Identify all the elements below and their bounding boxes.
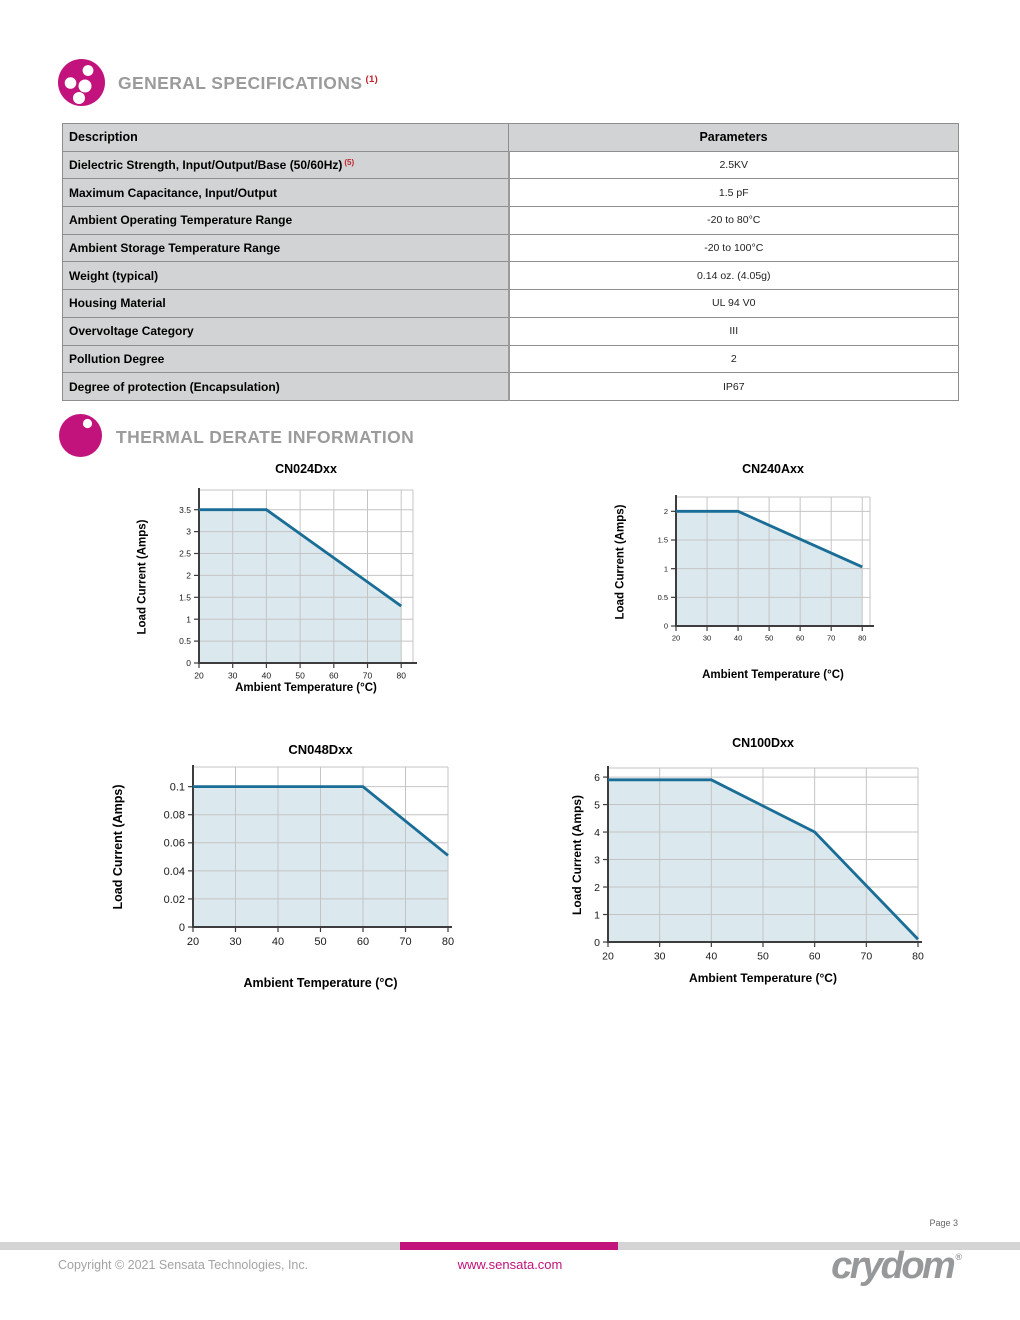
table-row — [63, 345, 959, 373]
chart-x-axis-label: Ambient Temperature (°C) — [235, 682, 377, 694]
x-tick-label: 20 — [186, 936, 200, 948]
chart-plot-canvas — [562, 758, 934, 970]
y-tick-label: 0.08 — [163, 809, 185, 822]
y-tick-label: 4 — [594, 826, 600, 839]
y-tick-label: 3 — [594, 854, 600, 867]
x-tick-label: 30 — [229, 936, 242, 948]
section-title-general-specifications — [118, 73, 378, 94]
spec-parameter: -20 to 100°C — [509, 234, 959, 262]
spec-parameter: -20 to 80°C — [509, 207, 959, 235]
x-tick-label: 20 — [194, 670, 204, 681]
spec-description: Dielectric Strength, Input/Output/Base (50/60Hz) $^{(5)}$ — [63, 151, 509, 179]
chart-x-axis-label: Ambient Temperature (°C) — [243, 976, 398, 990]
y-tick-label: 1 — [594, 909, 600, 922]
column-header-description: Description — [63, 124, 509, 152]
table-row — [63, 373, 959, 401]
thermal-derate-section-icon — [59, 414, 102, 457]
y-tick-label: 0.1 — [169, 781, 185, 794]
page-number: Page 3 — [929, 1218, 958, 1228]
chart-title: CN240Axx — [742, 462, 804, 476]
spec-parameter: UL 94 V0 — [509, 290, 959, 318]
spec-description: Overvoltage Category — [63, 317, 509, 345]
y-tick-label: 2 — [186, 570, 191, 581]
table-row — [63, 151, 959, 179]
chart-plot-canvas — [147, 757, 464, 955]
y-tick-label: 5 — [594, 799, 600, 812]
spec-parameter: 2 — [509, 345, 959, 373]
table-row — [63, 317, 959, 345]
y-tick-label: 1.5 — [179, 592, 191, 603]
x-tick-label: 60 — [329, 670, 339, 681]
chart-title: CN024Dxx — [275, 462, 337, 476]
table-row — [63, 207, 959, 235]
chart-y-axis-label: Load Current (Amps) — [111, 784, 125, 910]
x-tick-label: 60 — [795, 633, 805, 643]
spec-description: Maximum Capacitance, Input/Output — [63, 179, 509, 207]
x-tick-label: 70 — [860, 950, 873, 963]
x-tick-label: 40 — [271, 936, 285, 948]
section-footnote-ref: (1) — [365, 74, 379, 85]
chart-plot-canvas — [153, 480, 429, 691]
y-tick-label: 3.5 — [179, 504, 191, 515]
chart-x-axis-label: Ambient Temperature (°C) — [689, 971, 837, 985]
table-row — [63, 262, 959, 290]
x-tick-label: 40 — [705, 950, 718, 963]
x-tick-label: 50 — [764, 633, 774, 643]
spec-description: Ambient Operating Temperature Range — [63, 207, 509, 235]
section-title-thermal-derate — [116, 427, 414, 448]
x-tick-label: 50 — [757, 950, 769, 963]
chart-title: CN100Dxx — [732, 736, 794, 750]
spec-description: Weight (typical) — [63, 262, 509, 290]
spec-description: Degree of protection (Encapsulation) — [63, 373, 509, 401]
section-title-text: THERMAL DERATE INFORMATION — [116, 427, 415, 447]
x-tick-label: 40 — [261, 670, 272, 681]
y-tick-label: 0.02 — [163, 893, 185, 906]
y-tick-label: 2.5 — [179, 548, 191, 559]
y-tick-label: 0 — [594, 936, 600, 949]
x-tick-label: 70 — [827, 633, 836, 643]
x-tick-label: 50 — [314, 936, 327, 948]
registered-trademark-icon: ® — [955, 1252, 962, 1263]
spec-description: Ambient Storage Temperature Range — [63, 234, 509, 262]
footer-website-link[interactable]: www.sensata.com — [457, 1257, 563, 1272]
x-tick-label: 80 — [396, 670, 406, 681]
x-tick-label: 80 — [912, 950, 924, 963]
y-tick-label: 0 — [178, 921, 185, 934]
y-tick-label: 0.06 — [163, 837, 185, 850]
spec-parameter: IP67 — [509, 373, 959, 401]
y-tick-label: 2 — [663, 507, 668, 517]
x-tick-label: 30 — [227, 670, 238, 681]
chart-y-axis-label: Load Current (Amps) — [136, 519, 148, 634]
spec-description: Housing Material — [63, 290, 509, 318]
footnote-ref: (5) — [344, 158, 355, 168]
y-tick-label: 1 — [186, 614, 191, 625]
x-tick-label: 70 — [399, 936, 412, 948]
general-specifications-table — [62, 123, 959, 401]
y-tick-label: 2 — [594, 881, 600, 894]
x-tick-label: 60 — [808, 950, 821, 963]
column-header-parameters: Parameters — [509, 124, 959, 152]
x-tick-label: 30 — [702, 633, 712, 643]
y-tick-label: 1.5 — [657, 535, 668, 545]
spec-parameter: 0.14 oz. (4.05g) — [509, 262, 959, 290]
chart-y-axis-label: Load Current (Amps) — [570, 795, 584, 915]
y-tick-label: 0 — [186, 658, 191, 669]
footer-copyright: Copyright © 2021 Sensata Technologies, Inc. — [58, 1258, 309, 1272]
spec-description: Pollution Degree — [63, 345, 509, 373]
spec-parameter: 1.5 pF — [509, 179, 959, 207]
y-tick-label: 6 — [594, 771, 600, 784]
y-tick-label: 3 — [186, 526, 191, 537]
x-tick-label: 40 — [733, 633, 743, 643]
y-tick-label: 0.5 — [179, 636, 191, 647]
x-tick-label: 80 — [858, 633, 867, 643]
x-tick-label: 30 — [653, 950, 666, 963]
spec-parameter: III — [509, 317, 959, 345]
x-tick-label: 60 — [356, 936, 370, 948]
footer-divider-accent — [400, 1242, 618, 1250]
x-tick-label: 70 — [362, 670, 373, 681]
y-tick-label: 0 — [663, 621, 668, 631]
section-title-text: GENERAL SPECIFICATIONS — [118, 73, 363, 93]
x-tick-label: 80 — [441, 936, 455, 948]
y-tick-label: 0.04 — [163, 865, 185, 878]
x-tick-label: 20 — [671, 633, 681, 643]
crydom-logo: crydom ® — [831, 1245, 962, 1287]
chart-x-axis-label: Ambient Temperature (°C) — [702, 669, 844, 681]
table-row — [63, 234, 959, 262]
general-specifications-section-icon — [58, 59, 105, 106]
y-tick-label: 1 — [663, 564, 668, 574]
y-tick-label: 0.5 — [657, 593, 668, 603]
spec-parameter: 2.5KV — [509, 151, 959, 179]
table-row — [63, 179, 959, 207]
chart-title: CN048Dxx — [288, 742, 353, 757]
x-tick-label: 20 — [602, 950, 614, 963]
table-row — [63, 290, 959, 318]
table-header-row — [63, 124, 959, 152]
chart-y-axis-label: Load Current (Amps) — [614, 504, 626, 619]
chart-plot-canvas — [630, 487, 886, 654]
x-tick-label: 50 — [295, 670, 305, 681]
